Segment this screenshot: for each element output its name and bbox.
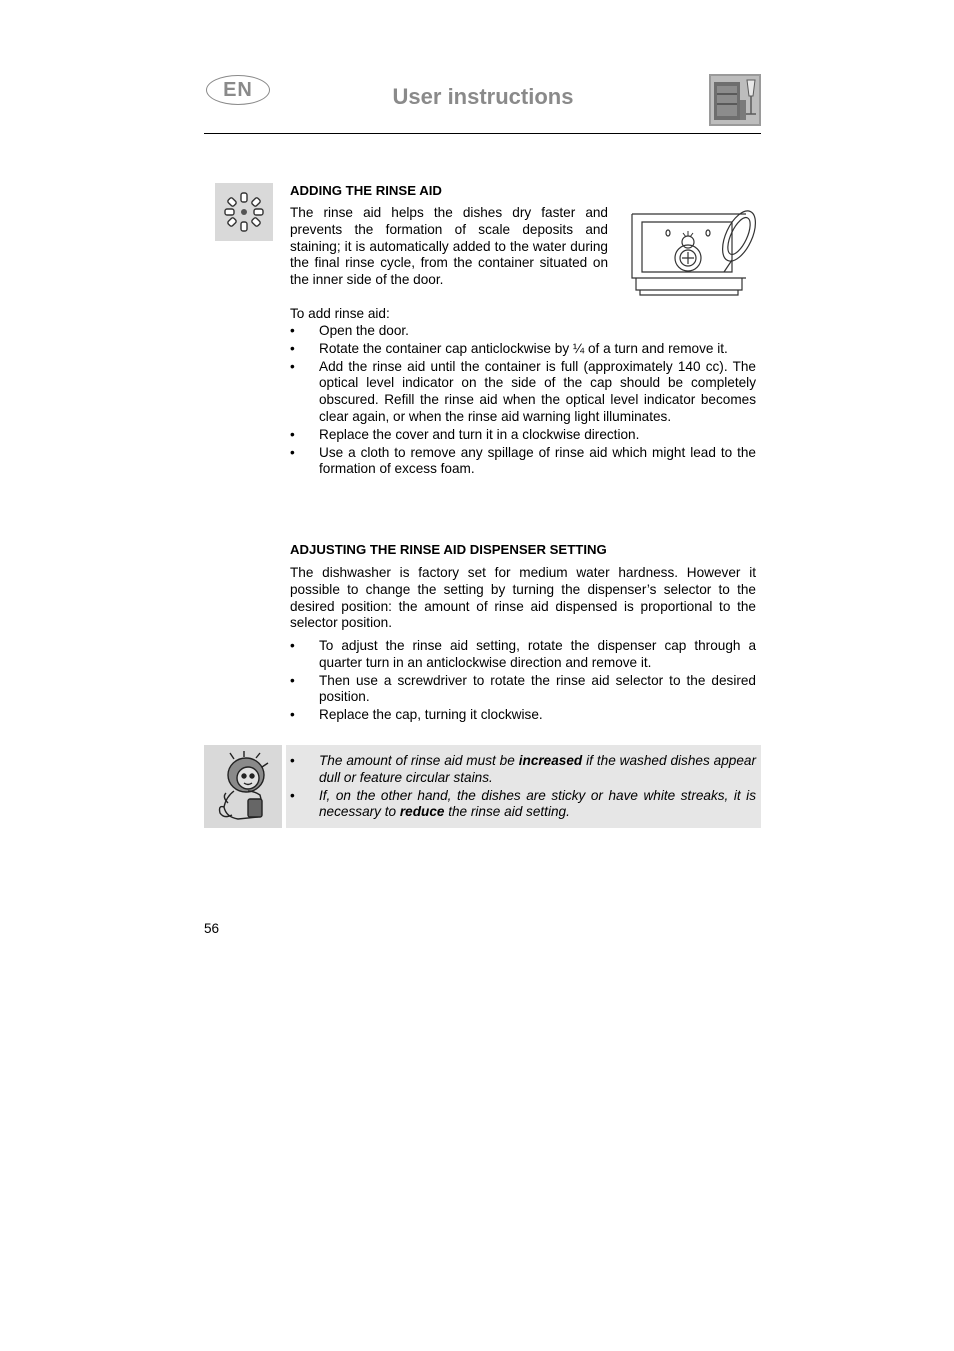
list-item: • Replace the cap, turning it clockwise. — [290, 707, 543, 723]
list-item: • Then use a screwdriver to rotate the rinse aid selector to the desired position. — [290, 672, 756, 705]
note-item-increase: • The amount of rinse aid must be increased if the washed dishes appear dull or feature circular stains. — [290, 753, 756, 785]
rinse-aid-sparkle-icon — [215, 183, 273, 241]
page-number: 56 — [204, 921, 220, 936]
dishwasher-photo-icon — [709, 74, 761, 126]
list-item: • To adjust the rinse aid setting, rotate the dispenser cap through a quarter turn in an anticlockwise direction and remove it. — [290, 638, 756, 670]
list-item: • Replace the cover and turn it in a clockwise direction. — [290, 426, 640, 442]
note-bullet-list — [290, 753, 756, 822]
mascot-note-icon — [204, 745, 282, 828]
dispenser-cap-illustration — [628, 200, 760, 296]
list-item: • Use a cloth to remove any spillage of rinse aid which might lead to the formation of excess foam. — [290, 444, 756, 477]
section2-intro: The dishwasher is factory set for medium water hardness. However it possible to change the setting by turning the dispenser’s selector to the desired position: the amount of rinse aid dispensed is proportional to the selector position. — [290, 565, 756, 631]
section1-bullet-list — [290, 323, 756, 479]
section-title-adding-rinse-aid: ADDING THE RINSE AID — [290, 183, 442, 198]
section1-intro: The rinse aid helps the dishes dry faster and prevents the formation of scale deposits and staining; it is automatically added to the water during the final rinse cycle, from the container situated on the inner side of the door. — [290, 205, 608, 288]
list-item: • Rotate the container cap anticlockwise by ¼ of a turn and remove it. — [290, 340, 728, 356]
note-item-reduce: • If, on the other hand, the dishes are sticky or have white streaks, it is necessary to reduce the rinse aid setting. — [290, 787, 756, 820]
header-divider — [204, 133, 761, 134]
section-title-adjusting-dispenser: ADJUSTING THE RINSE AID DISPENSER SETTING — [290, 542, 607, 557]
list-item: • Open the door. — [290, 323, 409, 338]
section2-bullet-list — [290, 638, 756, 725]
list-item: • Add the rinse aid until the container is full (approximately 140 cc). The optical level indicator on the side of the cap should be completely obscured. Refill the rinse aid when the optical level indicator becomes clear again, or when the rinse aid warning light illuminates. — [290, 358, 756, 424]
language-badge: EN — [206, 75, 270, 105]
page-title: User instructions — [392, 84, 574, 109]
note-box — [286, 745, 761, 828]
section1-lead: To add rinse aid: — [290, 306, 390, 321]
